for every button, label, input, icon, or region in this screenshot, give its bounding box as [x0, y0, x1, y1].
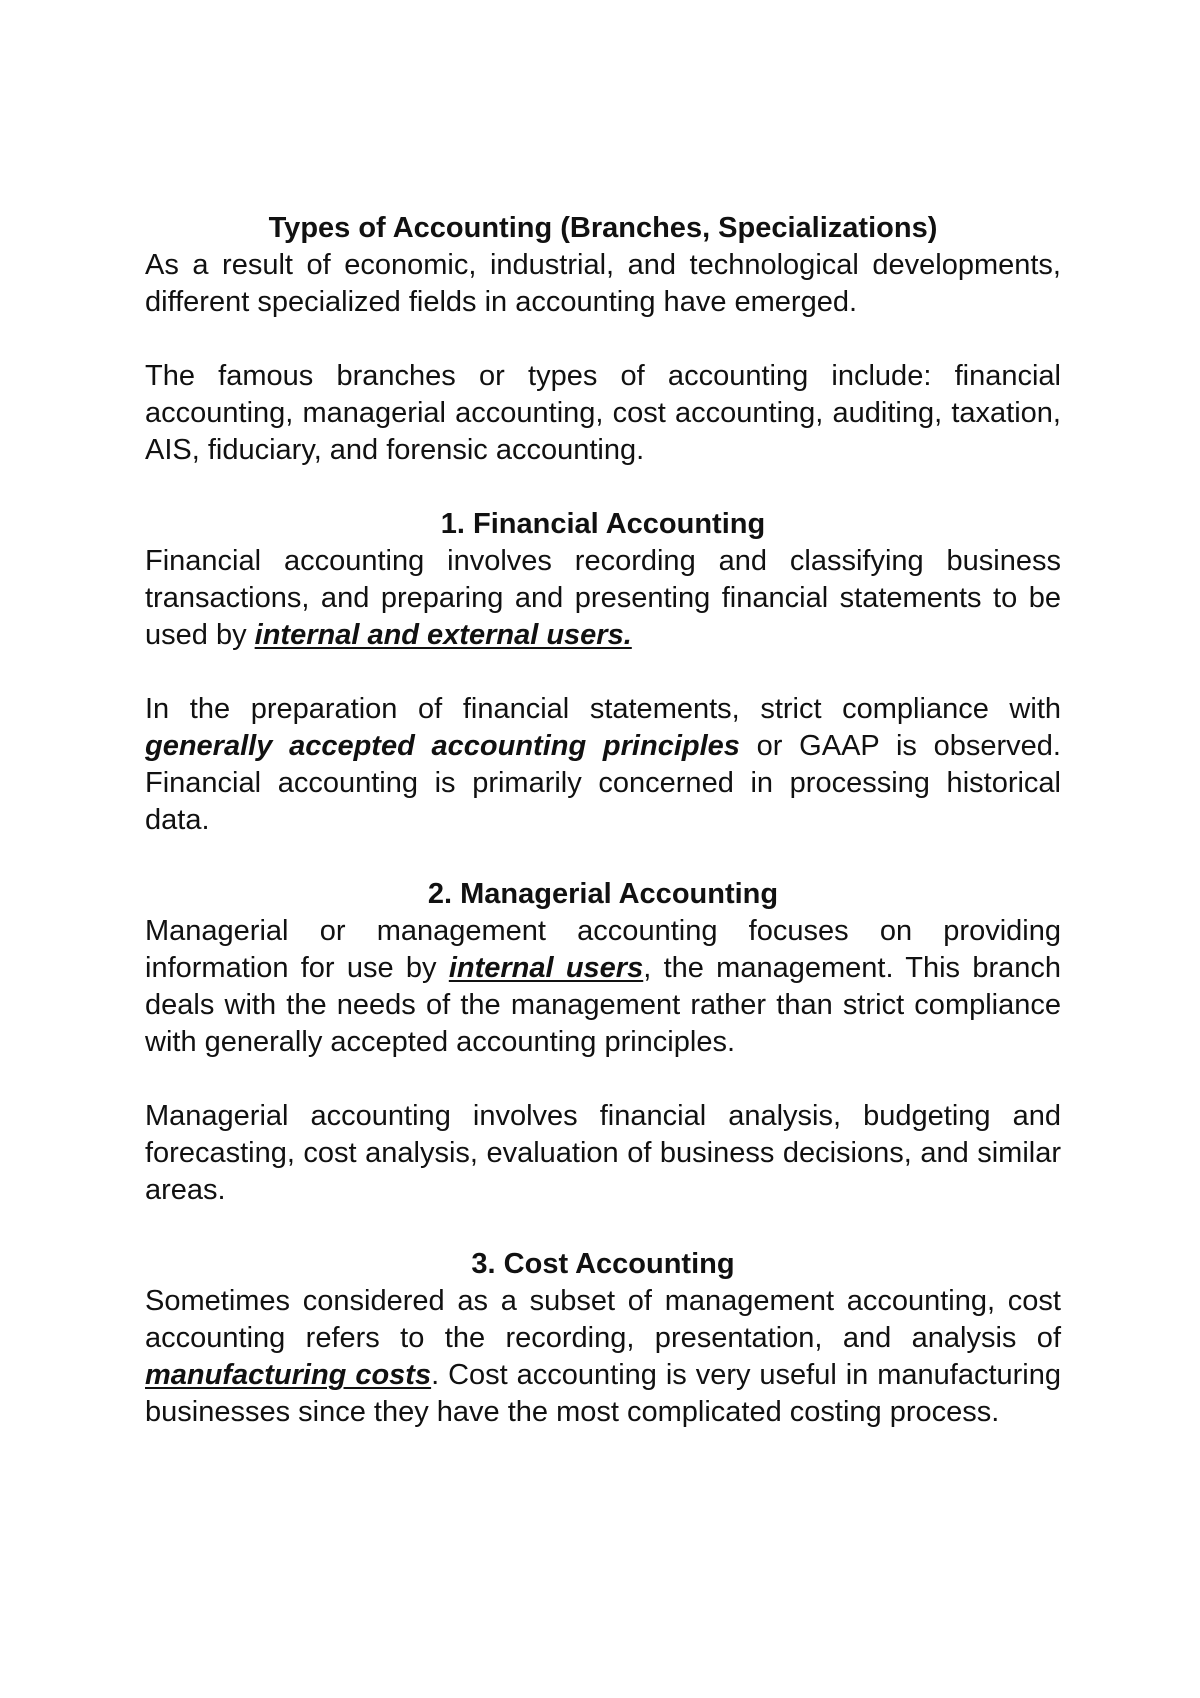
- emphasis-internal-external-users: internal and external users.: [254, 619, 632, 651]
- managerial-accounting-paragraph-1: [145, 913, 1061, 1061]
- text-run: Financial accounting involves recording and classifying business transactions, and preparing and presenting financial statements to be used by: [145, 545, 1061, 651]
- section-heading-managerial-accounting: 2. Managerial Accounting: [427, 878, 779, 910]
- text-run: Managerial or management accounting focuses on providing information for use by: [145, 915, 1061, 984]
- emphasis-internal-users: internal users: [448, 952, 644, 984]
- text-run: In the preparation of financial statements, strict compliance with: [145, 693, 1061, 725]
- text-run: or GAAP is observed. Financial accounting is primarily concerned in processing historical data.: [145, 730, 1061, 836]
- financial-accounting-paragraph-2: [145, 691, 1061, 839]
- emphasis-manufacturing-costs: manufacturing costs: [145, 1359, 432, 1391]
- section-heading-cost-accounting: 3. Cost Accounting: [471, 1248, 735, 1280]
- emphasis-gaap: generally accepted accounting principles: [145, 730, 740, 762]
- managerial-accounting-paragraph-2: Managerial accounting involves financial analysis, budgeting and forecasting, cost analysis, evaluation of business decisions, and similar areas.: [145, 1100, 1061, 1206]
- text-run: . Cost accounting is very useful in manufacturing businesses since they have the most complicated costing process.: [145, 1359, 1062, 1428]
- document-title: Types of Accounting (Branches, Specializations): [268, 212, 938, 244]
- section-heading-financial-accounting: 1. Financial Accounting: [440, 508, 766, 540]
- cost-accounting-paragraph-1: [145, 1283, 1061, 1431]
- document-page: [145, 210, 1061, 1431]
- financial-accounting-paragraph-1: [145, 543, 1061, 654]
- text-run: , the management. This branch deals with the needs of the management rather than strict compliance with generally accepted accounting principles.: [145, 952, 1061, 1058]
- text-run: Sometimes considered as a subset of management accounting, cost accounting refers to the recording, presentation, and analysis of: [145, 1285, 1061, 1354]
- intro-paragraph-2: The famous branches or types of accounting include: financial accounting, managerial accounting, cost accounting, auditing, taxation, AIS, fiduciary, and forensic accounting.: [145, 360, 1061, 466]
- intro-paragraph-1: As a result of economic, industrial, and technological developments, different specialized fields in accounting have emerged.: [145, 249, 1061, 318]
